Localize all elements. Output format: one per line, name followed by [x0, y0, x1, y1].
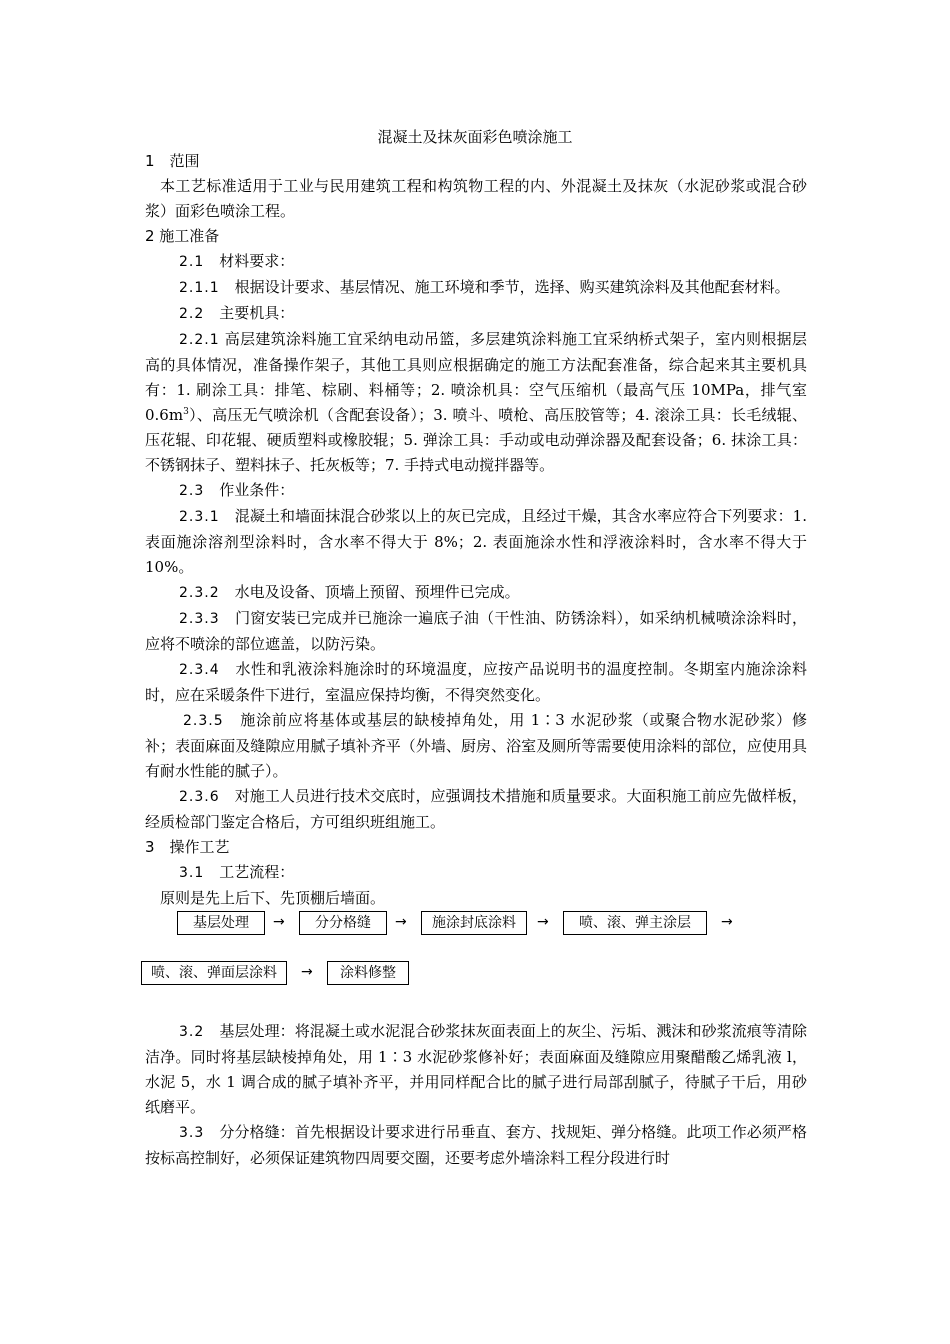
- clause-text: 材料要求：: [219, 252, 295, 270]
- flow-step-division-seams: 分分格缝: [299, 911, 387, 935]
- clause-text: 主要机具：: [219, 304, 295, 322]
- clause-number: 3.1: [179, 865, 205, 881]
- clause-text: 水电及设备、顶墙上预留、预埋件已完成。: [234, 583, 520, 601]
- clause-2-3-4: [145, 657, 807, 708]
- superscript: 3: [183, 407, 189, 417]
- flow-step-base-treatment: 基层处理: [177, 911, 265, 935]
- clause-text: 对施工人员进行技术交底时，应强调技术措施和质量要求。大面积施工前应先做样板，经质检部门鉴定合格后，方可组织班组施工。: [145, 787, 807, 831]
- clause-2-3-2: [145, 580, 807, 606]
- clause-number: 2.2: [179, 306, 205, 322]
- clause-2-3-1: [145, 504, 807, 580]
- clause-number: 2.3.4: [179, 662, 220, 678]
- clause-2-2: [145, 301, 807, 327]
- arrow-right-icon: →: [301, 964, 313, 980]
- document-body: [145, 149, 807, 1171]
- clause-3-3: [145, 1120, 807, 1171]
- clause-text: 工艺流程：: [219, 863, 295, 881]
- section-3-heading: 3 操作工艺: [145, 838, 230, 856]
- clause-text: 水性和乳液涂料施涂时的环境温度，应按产品说明书的温度控制。冬期室内施涂涂料时，应在采暖条件下进行，室温应保持均衡，不得突然变化。: [145, 660, 807, 704]
- clause-3-2: [145, 1019, 807, 1120]
- clause-text: 门窗安装已完成并已施涂一遍底子油（干性油、防锈涂料），如采纳机械喷涂涂料时，应将不喷涂的部位遮盖，以防污染。: [145, 609, 807, 653]
- clause-number: 2.1.1: [179, 280, 220, 296]
- clause-text: 作业条件：: [219, 481, 295, 499]
- clause-number: 3.3: [179, 1125, 205, 1141]
- arrow-right-icon: →: [273, 914, 285, 930]
- clause-2-2-1: [145, 327, 807, 478]
- clause-2-1-1: [145, 275, 807, 301]
- clause-text: 根据设计要求、基层情况、施工环境和季节，选择、购买建筑涂料及其他配套材料。: [234, 278, 790, 296]
- flow-step-main-coat: 喷、滚、弹主涂层: [563, 911, 707, 935]
- clause-text-cont: ）、高压无气喷涂机（含配套设备）；3. 喷斗、喷枪、高压胶管等；4. 滚涂工具：长毛绒辊、压花辊、印花辊、硬质塑料或橡胶辊；5. 弹涂工具：手动或电动弹涂器及配套设备；6. 抹涂工具：不锈钢抹子、塑料抹子、托灰板等；7. 手持式电动搅拌器等。: [145, 406, 807, 474]
- flow-step-sealer-coat: 施涂封底涂料: [421, 911, 527, 935]
- section-2-heading: 2 施工准备: [145, 227, 220, 245]
- clause-2-3: [145, 478, 807, 504]
- clause-number: 2.3.3: [179, 611, 220, 627]
- clause-number: 2.3.2: [179, 585, 220, 601]
- clause-2-1: [145, 249, 807, 275]
- clause-number: 2.2.1: [179, 332, 220, 348]
- clause-number: 2.3.6: [179, 789, 220, 805]
- clause-text: 分分格缝：首先根据设计要求进行吊垂直、套方、找规矩、弹分格缝。此项工作必须严格按标高控制好，必须保证建筑物四周要交圈，还要考虑外墙涂料工程分段进行时: [145, 1123, 807, 1167]
- clause-number: 2.3: [179, 483, 205, 499]
- clause-number: 2.3.1: [179, 509, 220, 525]
- document-title: 混凝土及抹灰面彩色喷涂施工: [377, 128, 573, 146]
- clause-text: 施涂前应将基体或基层的缺棱掉角处，用 1∶3 水泥砂浆（或聚合物水泥砂浆）修补；表面麻面及缝隙应用腻子填补齐平（外墙、厨房、浴室及厕所等需要使用涂料的部位，应使用具有耐水性能的腻子）。: [145, 711, 807, 780]
- clause-2-3-5: [145, 708, 807, 784]
- clause-number: 2.3.5: [183, 713, 224, 729]
- clause-text: 混凝土和墙面抹混合砂浆以上的灰已完成，且经过干燥，其含水率应符合下列要求：1. 表面施涂溶剂型涂料时，含水率不得大于 8%；2. 表面施涂水性和浮液涂料时，含水率不得大于 10%。: [145, 507, 807, 576]
- arrow-right-icon: →: [395, 914, 407, 930]
- clause-2-3-3: [145, 606, 807, 657]
- section-1-paragraph: 本工艺标准适用于工业与民用建筑工程和构筑物工程的内、外混凝土及抹灰（水泥砂浆或混合砂浆）面彩色喷涂工程。: [145, 177, 807, 220]
- process-flow-diagram: [145, 911, 807, 1011]
- clause-2-3-6: [145, 784, 807, 835]
- clause-text: 高层建筑涂料施工宜采纳电动吊篮，多层建筑涂料施工宜采纳桥式架子，室内则根据层高的具体情况，准备操作架子，其他工具则应根据确定的施工方法配套准备，综合起来其主要机具有：1. 刷涂工具：排笔、棕刷、料桶等；2. 喷涂机具：空气压缩机（最高气压 10MPa，排气室 0.6m: [145, 330, 807, 424]
- arrow-right-icon: →: [721, 914, 733, 930]
- flow-step-top-coat: 喷、滚、弹面层涂料: [141, 961, 287, 985]
- section-1-heading: 1 范围: [145, 152, 200, 170]
- clause-number: 2.1: [179, 254, 205, 270]
- clause-text: 基层处理：将混凝土或水泥混合砂浆抹灰面表面上的灰尘、污垢、溅沫和砂浆流痕等清除洁净。同时将基层缺棱掉角处，用 1∶3 水泥砂浆修补好；表面麻面及缝隙应用聚醋酸乙烯乳液 l，水泥 5，水 1 调合成的腻子填补齐平，并用同样配合比的腻子进行局部刮腻子，待腻子干后，用砂纸磨平。: [145, 1022, 807, 1116]
- flow-step-finishing: 涂料修整: [327, 961, 409, 985]
- flow-principle: 原则是先上后下、先顶棚后墙面。: [160, 889, 386, 907]
- clause-3-1: [145, 860, 807, 886]
- arrow-right-icon: →: [537, 914, 549, 930]
- clause-number: 3.2: [179, 1024, 205, 1040]
